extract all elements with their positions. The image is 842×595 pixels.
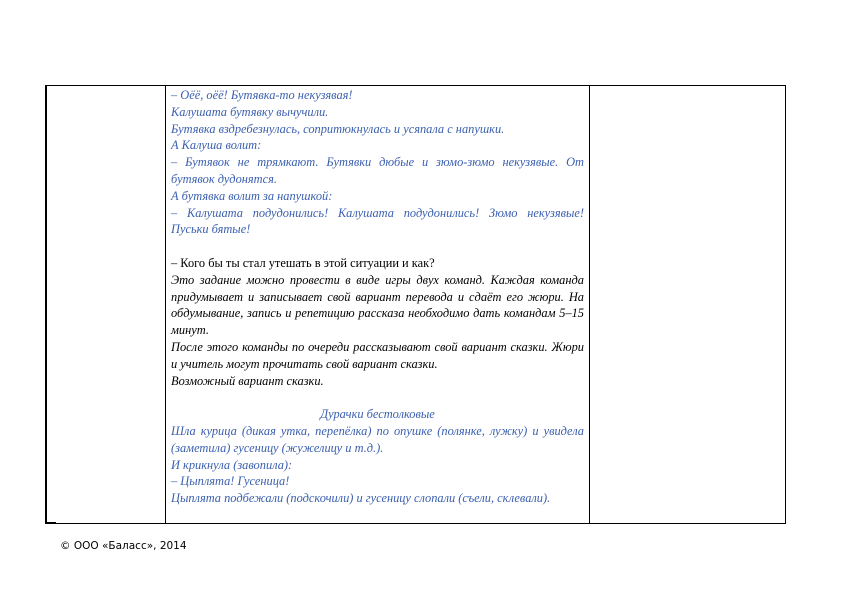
instruction-paragraph: После этого команды по очереди рассказывают свой вариант сказки. Жюри и учитель могут прочитать свой вариант сказки. bbox=[171, 339, 584, 371]
dialogue-line: Бутявка вздребезнулась, сопритюкнулась и усяпала с напушки. bbox=[171, 121, 505, 136]
copyright-footer: © ООО «Баласс», 2014 bbox=[60, 540, 187, 552]
dialogue-line: А Калуша волит: bbox=[171, 138, 262, 153]
instruction-paragraph: Это задание можно провести в виде игры двух команд. Каждая команда придумывает и записывает свой вариант перевода и сдаёт его жюри. На обдумывание, запись и репетицию рассказа необходимо дать командам 5–15 минут. bbox=[171, 272, 584, 338]
dialogue-line: – Бутявок не трямкают. Бутявки дюбые и зюмо-зюмо некузявые. От бутявок дудонятся. bbox=[171, 155, 584, 186]
dialogue-line: – Оёё, оёё! Бутявка-то некузявая! bbox=[171, 88, 353, 102]
spacer bbox=[171, 238, 584, 255]
story-line: – Цыплята! Гусеница! bbox=[171, 474, 290, 489]
dialogue-line: А бутявка волит за напушкой: bbox=[171, 188, 333, 203]
story-line: И крикнула (завопила): bbox=[171, 457, 293, 472]
table-corner-mark bbox=[45, 522, 56, 524]
instruction-paragraph: Возможный вариант сказки. bbox=[171, 373, 324, 388]
story-line: Цыплята подбежали (подскочили) и гусеницу слопали (съели, склевали). bbox=[171, 491, 551, 506]
spacer bbox=[171, 389, 584, 406]
table-left-border bbox=[45, 85, 47, 524]
story-line: Шла курица (дикая утка, перепёлка) по опушке (полянке, лужку) и увидела (заметила) гусеницу (жужелицу и т.д.). bbox=[171, 423, 584, 455]
table-content-cell bbox=[171, 87, 584, 507]
column-divider-left bbox=[165, 86, 166, 523]
question-text: – Кого бы ты стал утешать в этой ситуации и как? bbox=[171, 255, 435, 270]
dialogue-line: Калушата бутявку вычучили. bbox=[171, 104, 329, 119]
column-divider-right bbox=[589, 86, 590, 523]
dialogue-line: – Калушата подудонились! Калушата подудонились! Зюмо некузявые! Пуськи бятые! bbox=[171, 205, 584, 237]
story-title: Дурачки бестолковые bbox=[320, 407, 435, 422]
